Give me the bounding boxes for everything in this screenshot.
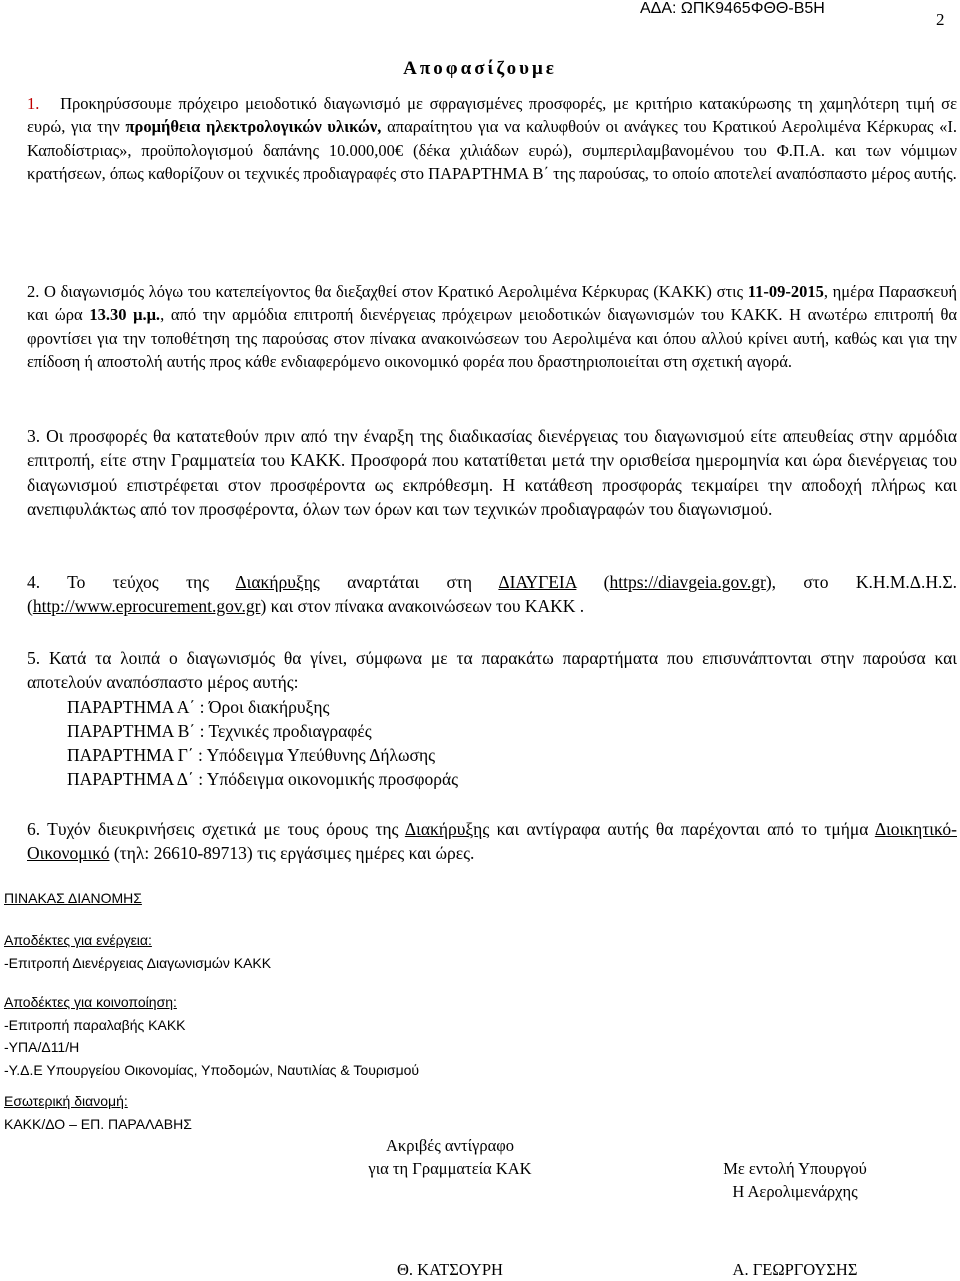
list-item: -Υ.Δ.Ε Υπουργείου Οικονομίας, Υποδομών, Ναυτιλίας & Τουρισμού <box>4 1061 420 1078</box>
list-item: -Επιτροπή παραλαβής ΚΑΚΚ <box>4 1016 186 1033</box>
decision-item-4: 4. Το τεύχος της Διακήρυξης αναρτάται στη ΔΙΑΥΓΕΙΑ (https://diavgeia.gov.gr), στο Κ.Η.Μ.Δ.Η.Σ. (http://www.eprocurement.gov.gr) και στον πίνακα ανακοινώσεων του ΚΑΚΚ . <box>27 572 957 617</box>
annex-item: ΠΑΡΑΡΤΗΜΑ Δ΄ : Υπόδειγμα οικονομικής προσφοράς <box>67 769 459 790</box>
decision-item-5: 5. Κατά τα λοιπά ο διαγωνισμός θα γίνει, σύμφωνα με τα παρακάτω παραρτήματα που επισυνάπτονται στην παρούσα και αποτελούν αναπόσπαστο μέρος αυτής: ΠΑΡΑΡΤΗΜΑ Α΄ : Όροι διακήρυξης ΠΑΡΑΡΤΗΜΑ Β΄ : Τεχνικές προδιαγραφές ΠΑΡΑΡΤΗΜΑ Γ΄ : Υπόδειγμα Υπεύθυνης Δήλωσης ΠΑΡΑΡΤΗΜΑ Δ΄ : Υπόδειγμα οικονομικής προσφοράς <box>27 646 957 792</box>
ada-code: ΑΔΑ: ΩΠΚ9465ΦΘΘ-Β5Η <box>640 0 825 17</box>
signature-right: Με εντολή Υπουργού Η Αερολιμενάρχης <box>723 1159 867 1201</box>
distribution-heading: ΠΙΝΑΚΑΣ ΔΙΑΝΟΜΗΣ <box>4 890 142 906</box>
annex-list <box>27 695 957 792</box>
decision-item-2: 2. Ο διαγωνισμός λόγω του κατεπείγοντος θα διεξαχθεί στον Κρατικό Αερολιμένα Κέρκυρας (ΚΑΚΚ) στις 11-09-2015, ημέρα Παρασκευή και ώρα 13.30 μ.μ., από την αρμόδια επιτροπή διενέργειας πρόχειρων μειοδοτικών διαγωνισμών του ΚΑΚΚ. Η ανωτέρω επιτροπή θα φροντίσει για την τοποθέτηση της παρούσας στον πίνακα ανακοινώσεων του Αερολιμένα και όπου αλλού κρίνει αυτή, καθώς και για την επίδοση ή αποστολή αυτής προς κάθε ενδιαφερόμενο οικονομικό φορέα που δραστηριοποιείται στη σχετική αγορά. <box>27 282 957 372</box>
page-number: 2 <box>936 10 945 29</box>
item-number: 4. <box>27 572 41 592</box>
diavgeia-link[interactable]: https://diavgeia.gov.gr <box>609 572 766 592</box>
annex-item: ΠΑΡΑΡΤΗΜΑ Γ΄ : Υπόδειγμα Υπεύθυνης Δήλωσης <box>67 745 436 766</box>
signature-left: Ακριβές αντίγραφο για τη Γραμματεία ΚΑΚ <box>368 1136 532 1178</box>
item-number: 6. <box>27 819 41 839</box>
item-number: 1. <box>27 94 40 113</box>
distribution-notify: Αποδέκτες για κοινοποίηση: -Επιτροπή παραλαβής ΚΑΚΚ -ΥΠΑ/Δ11/Η -Υ.Δ.Ε Υπουργείου Οικονομίας, Υποδομών, Ναυτιλίας & Τουρισμού <box>4 991 419 1081</box>
signature-left-name: Θ. ΚΑΤΣΟΥΡΗ <box>397 1260 503 1279</box>
item-number: 5. <box>27 648 41 668</box>
time-bold: 13.30 μ.μ. <box>89 305 161 325</box>
decision-item-3: 3. Οι προσφορές θα κατατεθούν πριν από την έναρξη της διαδικασίας διενέργειας του διαγωνισμού είτε απευθείας στην αρμόδια επιτροπή, είτε στην Γραμματεία του ΚΑΚΚ. Προσφορά που κατατίθεται μετά την ορισθείσα ημερομηνία και ώρα διενέργειας του διαγωνισμού επιστρέφεται στον προσφέροντα ως εκπρόθεσμη. Η κατάθεση προσφοράς τεκμαίρει την αποδοχή πλήρως και ανεπιφυλάκτως από τον προσφέροντα, όλων των όρων και των τεχνικών προδιαγραφών του διαγωνισμού. <box>27 426 957 519</box>
item-number: 3. <box>27 426 41 446</box>
annex-item: ΠΑΡΑΡΤΗΜΑ Β΄ : Τεχνικές προδιαγραφές <box>67 720 372 741</box>
eprocurement-link[interactable]: http://www.eprocurement.gov.gr <box>32 596 261 617</box>
signature-right-name: Α. ΓΕΩΡΓΟΥΣΗΣ <box>732 1260 858 1279</box>
date-bold: 11-09-2015 <box>747 282 824 301</box>
bold-phrase: προμήθεια ηλεκτρολογικών υλικών, <box>125 117 382 137</box>
decision-item-6: 6. Τυχόν διευκρινήσεις σχετικά με τους όρους της Διακήρυξης και αντίγραφα αυτής θα παρέχονται από το τμήμα Διοικητικό-Οικονομικό (τηλ: 26610-89713) τις εργάσιμες ημέρες και ώρες. <box>27 819 957 864</box>
list-item: -Επιτροπή Διενέργειας Διαγωνισμών ΚΑΚΚ <box>4 954 272 971</box>
distribution-internal: Εσωτερική διανομή: ΚΑΚΚ/ΔΟ – ΕΠ. ΠΑΡΑΛΑΒΗΣ <box>4 1090 192 1135</box>
decision-item-1: 1. Προκηρύσσουμε πρόχειρο μειοδοτικό διαγωνισμό με σφραγισμένες προσφορές, με κριτήριο κατακύρωσης τη χαμηλότερη τιμή σε ευρώ, για την προμήθεια ηλεκτρολογικών υλικών, απαραίτητου για να καλυφθούν οι ανάγκες του Κρατικού Αερολιμένα Κέρκυρας «Ι. Καποδίστριας», προϋπολογισμού δαπάνης 10.000,00€ (δέκα χιλιάδων ευρώ), συμπεριλαμβανομένου του Φ.Π.Α. και των νόμιμων κρατήσεων, όπως καθορίζουν οι τεχνικές προδιαγραφές στο ΠΑΡΑΡΤΗΜΑ Β΄ της παρούσας, το οποίο αποτελεί αναπόσπαστο μέρος αυτής. <box>27 94 957 184</box>
list-item: -ΥΠΑ/Δ11/Η <box>4 1039 80 1056</box>
distribution-action: Αποδέκτες για ενέργεια: -Επιτροπή Διενέργειας Διαγωνισμών ΚΑΚΚ <box>4 929 271 974</box>
item-number: 2. <box>27 282 40 301</box>
decision-title: Αποφασίζουμε <box>403 58 557 79</box>
annex-item: ΠΑΡΑΡΤΗΜΑ Α΄ : Όροι διακήρυξης <box>67 696 330 717</box>
list-item: ΚΑΚΚ/ΔΟ – ΕΠ. ΠΑΡΑΛΑΒΗΣ <box>4 1115 192 1132</box>
